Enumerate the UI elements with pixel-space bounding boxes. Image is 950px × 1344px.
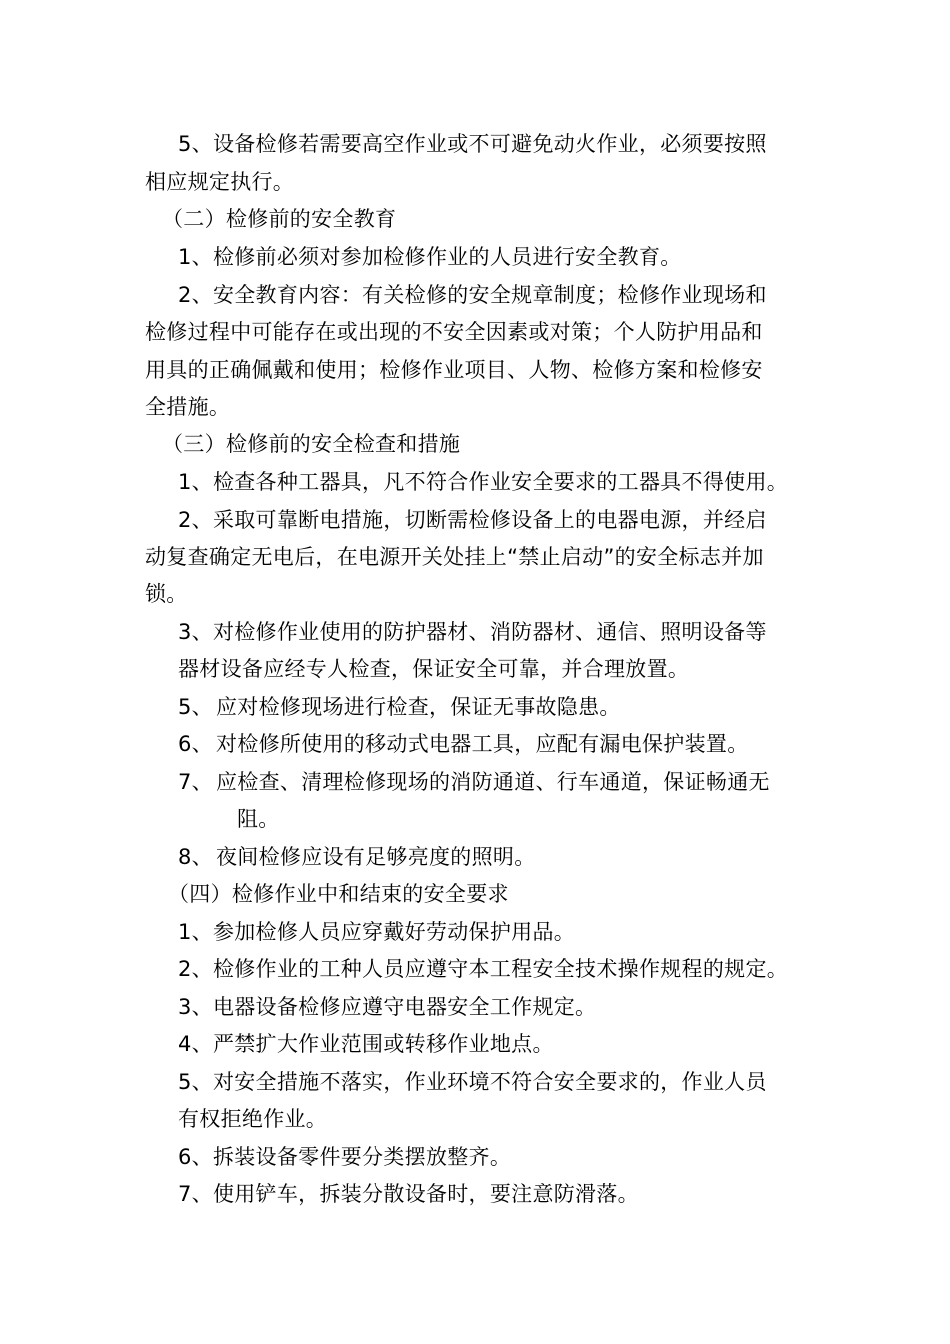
paragraph-line: 全措施。 xyxy=(145,395,231,419)
paragraph-line: 5、设备检修若需要高空作业或不可避免动火作业，必须要按照 xyxy=(178,132,767,156)
paragraph-line: 6、拆装设备零件要分类摆放整齐。 xyxy=(178,1145,512,1169)
paragraph-line: 有权拒绝作业。 xyxy=(178,1107,328,1131)
paragraph-line: 用具的正确佩戴和使用；检修作业项目、人物、检修方案和检修安 xyxy=(145,358,763,382)
paragraph-line: 2、安全教育内容：有关检修的安全规章制度；检修作业现场和 xyxy=(178,283,767,307)
section-heading: （四）检修作业中和结束的安全要求 xyxy=(168,882,509,906)
paragraph-line: 2、检修作业的工种人员应遵守本工程安全技术操作规程的规定。 xyxy=(178,957,789,981)
list-item xyxy=(178,844,536,870)
paragraph-line: 2、采取可靠断电措施，切断需检修设备上的电器电源，并经启 xyxy=(178,508,767,532)
paragraph-line: 阻。 xyxy=(237,807,280,831)
section-heading: （二）检修前的安全教育 xyxy=(162,207,397,231)
paragraph-line: 7、使用铲车，拆装分散设备时，要注意防滑落。 xyxy=(178,1182,639,1206)
paragraph-line: 检修过程中可能存在或出现的不安全因素或对策；个人防护用品和 xyxy=(145,320,763,344)
paragraph-line: 3、对检修作业使用的防护器材、消防器材、通信、照明设备等 xyxy=(178,620,767,644)
paragraph-line: 器材设备应经专人检查，保证安全可靠，并合理放置。 xyxy=(178,657,690,681)
paragraph-line: 相应规定执行。 xyxy=(145,170,295,194)
paragraph-line: 锁。 xyxy=(145,582,188,606)
list-item-text: 夜间检修应设有足够亮度的照明。 xyxy=(216,845,536,869)
paragraph-line: 4、严禁扩大作业范围或转移作业地点。 xyxy=(178,1032,554,1056)
paragraph-line: 1、参加检修人员应穿戴好劳动保护用品。 xyxy=(178,920,576,944)
paragraph-line: 1、检修前必须对参加检修作业的人员进行安全教育。 xyxy=(178,245,682,269)
list-number: 7、 xyxy=(178,770,213,794)
list-number: 8、 xyxy=(178,845,213,869)
paragraph-line: 1、检查各种工器具，凡不符合作业安全要求的工器具不得使用。 xyxy=(178,470,789,494)
list-item xyxy=(178,769,770,795)
list-item xyxy=(178,694,621,720)
paragraph-line: 3、电器设备检修应遵守电器安全工作规定。 xyxy=(178,995,597,1019)
list-item-text: 对检修所使用的移动式电器工具，应配有漏电保护装置。 xyxy=(216,732,749,756)
list-item-text: 应检查、清理检修现场的消防通道、行车通道，保证畅通无 xyxy=(216,770,770,794)
paragraph-line: 动复查确定无电后，在电源开关处挂上“禁止启动”的安全标志并加 xyxy=(145,545,764,569)
section-heading: （三）检修前的安全检查和措施 xyxy=(162,432,461,456)
list-number: 5、 xyxy=(178,695,213,719)
paragraph-line: 5、对安全措施不落实，作业环境不符合安全要求的，作业人员 xyxy=(178,1070,767,1094)
list-item xyxy=(178,731,749,757)
list-item-text: 应对检修现场进行检查，保证无事故隐患。 xyxy=(216,695,621,719)
list-number: 6、 xyxy=(178,732,213,756)
